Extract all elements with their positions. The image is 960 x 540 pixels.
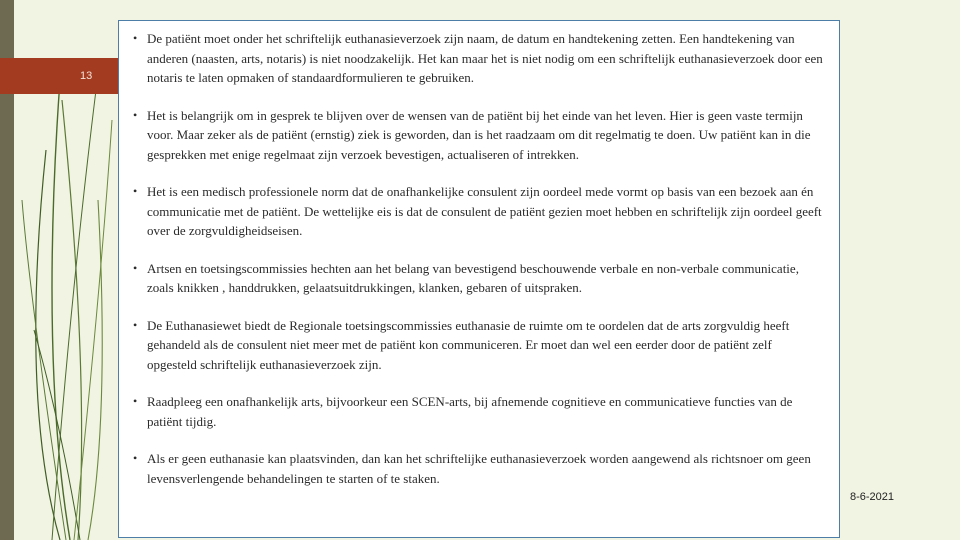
bullet-item-3: • Het is een medisch professionele norm dat de onafhankelijke consulent zijn oordeel mede vormt op basis van een bezoek aan én communicatie met de patiënt. De wettelijke eis is dat de consulent de patiënt gezien moet hebben en schriftelijk zijn oordeel geeft over de zorgvuldigheidseisen. — [147, 182, 823, 241]
bullet-item-6: • Raadpleeg een onafhankelijk arts, bijvoorkeur een SCEN-arts, bij afnemende cognitieve en communicatieve functies van de patiënt tijdig. — [147, 392, 823, 431]
slide-number: 13 — [80, 70, 93, 82]
slide-date: 8-6-2021 — [850, 491, 895, 503]
content-box — [118, 20, 840, 538]
bullet-item-2: • Het is belangrijk om in gesprek te blijven over de wensen van de patiënt bij het einde van het leven. Hier is geen vaste termijn voor. Maar zeker als de patiënt (ernstig) ziek is geworden, dan is het raadzaam om dit regelmatig te doen. Uw patiënt kan in die gesprekken met enige regelmaat zijn verzoek bevestigen, actualiseren of intrekken. — [147, 106, 823, 165]
bullet-item-5: • De Euthanasiewet biedt de Regionale toetsingscommissies euthanasie de ruimte om te oordelen dat de arts zorgvuldig heeft gehandeld als de consulent niet meer met de patiënt kon communiceren. Er moet dan wel een eerder door de patiënt zelf opgesteld schriftelijk euthanasieverzoek zijn. — [147, 316, 823, 375]
bullet-item-4: • Artsen en toetsingscommissies hechten aan het belang van bevestigend beschouwende verbale en non-verbale communicatie, zoals knikken , handdrukken, gelaatsuitdrukkingen, klanken, gebaren of uitspraken. — [147, 259, 823, 298]
bullet-list — [119, 21, 839, 488]
bullet-item-7: • Als er geen euthanasie kan plaatsvinden, dan kan het schriftelijke euthanasieverzoek worden aangewend als richtsnoer om geen levensverlengende behandelingen te starten of te staken. — [147, 449, 823, 488]
bullet-item-1: • De patiënt moet onder het schriftelijk euthanasieverzoek zijn naam, de datum en handtekening zetten. Een handtekening van anderen (naasten, arts, notaris) is niet noodzakelijk. Het kan maar het is niet nodig om een schriftelijk euthanasieverzoek door een notaris te laten opmaken of standaardformulieren te gebruiken. — [147, 29, 823, 88]
slide-number-tab — [0, 58, 120, 94]
